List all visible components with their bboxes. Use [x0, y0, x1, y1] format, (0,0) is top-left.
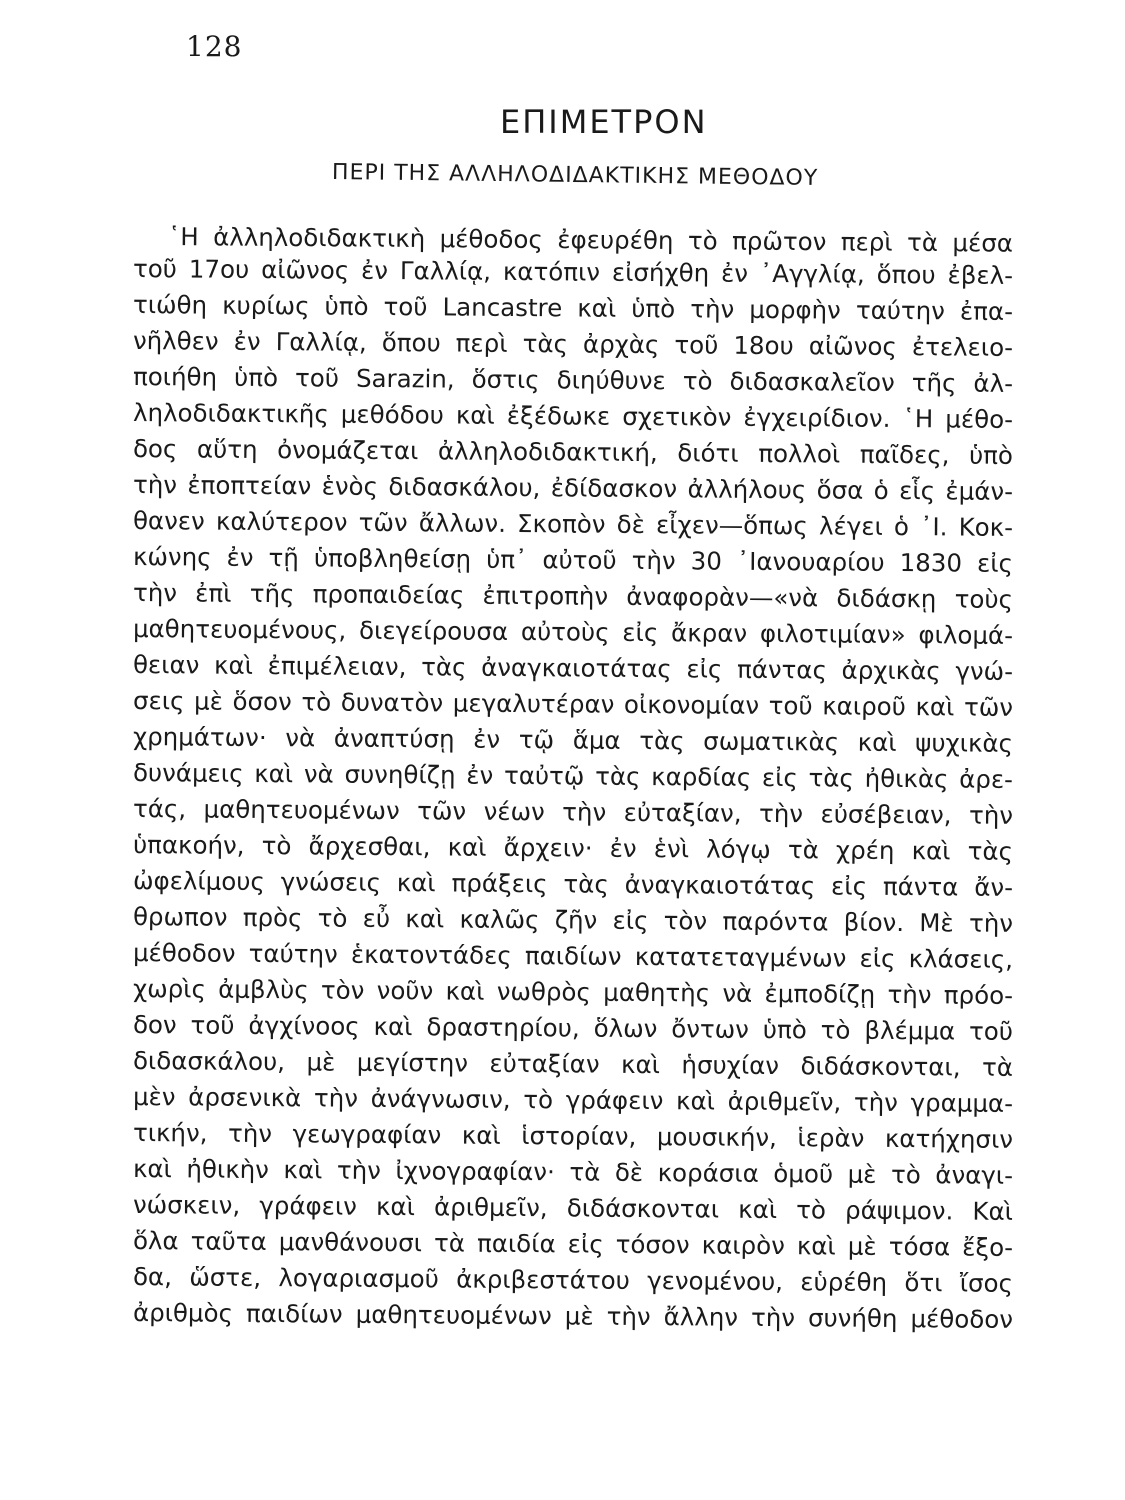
text-line: θρωπον πρὸς τὸ εὖ καὶ καλῶς ζῆν εἰς τὸν παρόντα βίον. Μὲ τὴν — [132, 902, 1014, 938]
text-line: νώσκειν, γράφειν καὶ ἀριθμεῖν, διδάσκονται καὶ τὸ ράψιμον. Καὶ — [132, 1190, 1014, 1226]
text-line: τικήν, τὴν γεωγραφίαν καὶ ἱστορίαν, μουσικήν, ἱερὰν κατήχησιν — [132, 1118, 1014, 1154]
text-line: δυνάμεις καὶ νὰ συνηθίζῃ ἐν ταὐτῷ τὰς καρδίας εἰς τὰς ἠθικὰς ἀρε- — [132, 758, 1014, 794]
text-line: τιώθη κυρίως ὑπὸ τοῦ Lancastre καὶ ὑπὸ τὴν μορφὴν ταύτην ἐπα- — [132, 290, 1014, 326]
text-line: καὶ ἠθικὴν καὶ τὴν ἰχνογραφίαν· τὰ δὲ κοράσια ὁμοῦ μὲ τὸ ἀναγι- — [132, 1154, 1014, 1190]
text-line: ληλοδιδακτικῆς μεθόδου καὶ ἐξέδωκε σχετικὸν ἐγχειρίδιον. ῾Η μέθο- — [132, 398, 1014, 434]
text-line: κώνης ἐν τῇ ὑποβληθείσῃ ὑπ᾿ αὐτοῦ τὴν 30 ᾿Ιανουαρίου 1830 εἰς — [132, 542, 1014, 578]
text-line: δος αὕτη ὀνομάζεται ἀλληλοδιδακτική, διότι πολλοὶ παῖδες, ὑπὸ — [132, 434, 1014, 470]
text-line: ῾Η ἀλληλοδιδακτικὴ μέθοδος ἐφευρέθη τὸ πρῶτον περὶ τὰ μέσα — [167, 222, 1014, 258]
text-line: μέθοδον ταύτην ἑκατοντάδες παιδίων κατατεταγμένων εἰς κλάσεις, — [132, 938, 1014, 974]
text-line: ἀριθμὸς παιδίων μαθητευομένων μὲ τὴν ἄλλην τὴν συνήθη μέθοδον — [132, 1298, 1014, 1334]
text-line: θειαν καὶ ἐπιμέλειαν, τὰς ἀναγκαιοτάτας εἰς πάντας ἀρχικὰς γνώ- — [132, 650, 1014, 686]
page-title: ΕΠΙΜΕΤΡΟΝ — [500, 103, 708, 141]
text-line — [133, 1334, 1013, 1373]
text-line: δον τοῦ ἀγχίνοος καὶ δραστηρίου, ὅλων ὄντων ὑπὸ τὸ βλέμμα τοῦ — [132, 1010, 1014, 1046]
text-line: μαθητευομένους, διεγείρουσα αὐτοὺς εἰς ἄκραν φιλοτιμίαν» φιλομά- — [132, 614, 1014, 650]
text-line: δα, ὥστε, λογαριασμοῦ ἀκριβεστάτου γενομένου, εὑρέθη ὅτι ἴσος — [132, 1262, 1014, 1298]
page-subtitle: ΠΕΡΙ ΤΗΣ ΑΛΛΗΛΟΔΙΔΑΚΤΙΚΗΣ ΜΕΘΟΔΟΥ — [331, 160, 819, 191]
text-line: τοῦ 17ου αἰῶνος ἐν Γαλλίᾳ, κατόπιν εἰσήχθη ἐν ᾿Αγγλίᾳ, ὅπου ἐβελ- — [132, 254, 1014, 290]
text-line: χρημάτων· νὰ ἀναπτύσῃ ἐν τῷ ἅμα τὰς σωματικὰς καὶ ψυχικὰς — [132, 722, 1014, 758]
text-line: ὑπακοήν, τὸ ἄρχεσθαι, καὶ ἄρχειν· ἐν ἑνὶ λόγῳ τὰ χρέη καὶ τὰς — [132, 830, 1014, 866]
text-line: μὲν ἀρσενικὰ τὴν ἀνάγνωσιν, τὸ γράφειν καὶ ἀριθμεῖν, τὴν γραμμα- — [132, 1082, 1014, 1118]
text-line: νῆλθεν ἐν Γαλλίᾳ, ὅπου περὶ τὰς ἀρχὰς τοῦ 18ου αἰῶνος ἐτελειο- — [132, 326, 1014, 362]
text-line: χωρὶς ἀμβλὺς τὸν νοῦν καὶ νωθρὸς μαθητὴς νὰ ἐμποδίζῃ τὴν πρόο- — [132, 974, 1014, 1010]
text-line: ὅλα ταῦτα μανθάνουσι τὰ παιδία εἰς τόσον καιρὸν καὶ μὲ τόσα ἔξο- — [132, 1226, 1014, 1262]
page-number: 128 — [186, 30, 243, 63]
text-line: τὴν ἐπὶ τῆς προπαιδείας ἐπιτροπὴν ἀναφορὰν—«νὰ διδάσκῃ τοὺς — [132, 578, 1014, 614]
text-line: ὠφελίμους γνώσεις καὶ πράξεις τὰς ἀναγκαιοτάτας εἰς πάντα ἄν- — [132, 866, 1014, 902]
text-line: ποιήθη ὑπὸ τοῦ Sarazin, ὅστις διηύθυνε τὸ διδασκαλεῖον τῆς ἀλ- — [132, 362, 1014, 398]
text-line: θανεν καλύτερον τῶν ἄλλων. Σκοπὸν δὲ εἶχεν—ὅπως λέγει ὁ ᾿Ι. Κοκ- — [132, 506, 1014, 542]
text-line: διδασκάλου, μὲ μεγίστην εὐταξίαν καὶ ἡσυχίαν διδάσκονται, τὰ — [132, 1046, 1014, 1082]
text-line: τὴν ἐποπτείαν ἑνὸς διδασκάλου, ἐδίδασκον ἀλλήλους ὅσα ὁ εἷς ἐμάν- — [132, 470, 1014, 506]
text-line: σεις μὲ ὅσον τὸ δυνατὸν μεγαλυτέραν οἰκονομίαν τοῦ καιροῦ καὶ τῶν — [132, 686, 1014, 722]
text-line: τάς, μαθητευομένων τῶν νέων τὴν εὐταξίαν, τὴν εὐσέβειαν, τὴν — [132, 794, 1014, 830]
